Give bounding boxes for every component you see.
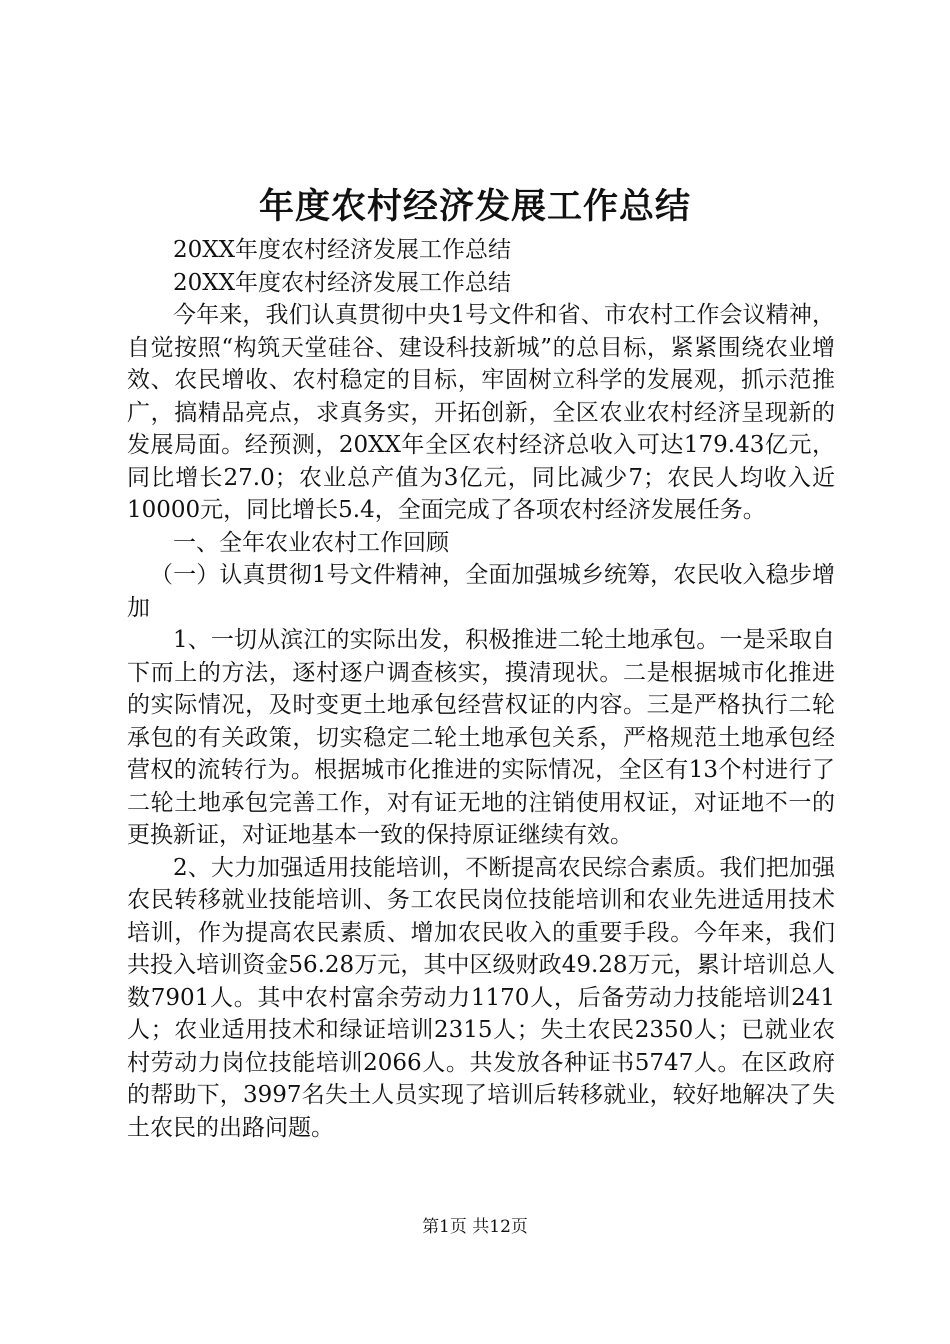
body-paragraph: 2、大力加强适用技能培训，不断提高农民综合素质。我们把加强农民转移就业技能培训、务工农民岗位技能培训和农业先进适用技术培训，作为提高农民素质、增加农民收入的重要手段。今年来，我们共投入培训资金56.28万元，其中区级财政49.28万元，累计培训总人数7901人。其中农村富余劳动力1170人，后备劳动力技能培训241人；农业适用技术和绿证培训2315人；失土农民2350人；已就业农村劳动力岗位技能培训2066人。共发放各种证书5747人。在区政府的帮助下，3997名失土人员实现了培训后转移就业，较好地解决了失土农民的出路问题。 xyxy=(127,854,835,1141)
section-heading: 一、全年农业农村工作回顾 xyxy=(173,529,449,556)
subsection-heading: （一）认真贯彻1号文件精神，全面加强城乡统筹，农民收入稳步增加 xyxy=(127,562,835,621)
subtitle-line: 20XX年度农村经济发展工作总结 xyxy=(173,237,512,263)
body-paragraph: 1、一切从滨江的实际出发，积极推进二轮土地承包。一是采取自下而上的方法，逐村逐户调查核实，摸清现状。二是根据城市化推进的实际情况，及时变更土地承包经营权证的内容。三是严格执行二轮承包的有关政策，切实稳定二轮土地承包关系，严格规范土地承包经营权的流转行为。根据城市化推进的实际情况，全区有13个村进行了二轮土地承包完善工作，对有证无地的注销使用权证，对证地不一的更换新证，对证地基本一致的保持原证继续有效。 xyxy=(127,627,835,848)
document-body xyxy=(127,234,835,1144)
body-paragraph: 今年来，我们认真贯彻中央1号文件和省、市农村工作会议精神，自觉按照“构筑天堂硅谷、建设科技新城”的总目标，紧紧围绕农业增效、农民增收、农村稳定的目标，牢固树立科学的发展观，抓示范推广，搞精品亮点，求真务实，开拓创新，全区农业农村经济呈现新的发展局面。经预测，20XX年全区农村经济总收入可达179.43亿元，同比增长27.0；农业总产值为3亿元，同比减少7；农民人均收入近10000元，同比增长5.4，全面完成了各项农村经济发展任务。 xyxy=(127,302,835,523)
subtitle-line: 20XX年度农村经济发展工作总结 xyxy=(173,269,512,296)
document-title: 年度农村经济发展工作总结 xyxy=(258,187,691,227)
page-number: 第1页 共12页 xyxy=(422,1217,528,1237)
